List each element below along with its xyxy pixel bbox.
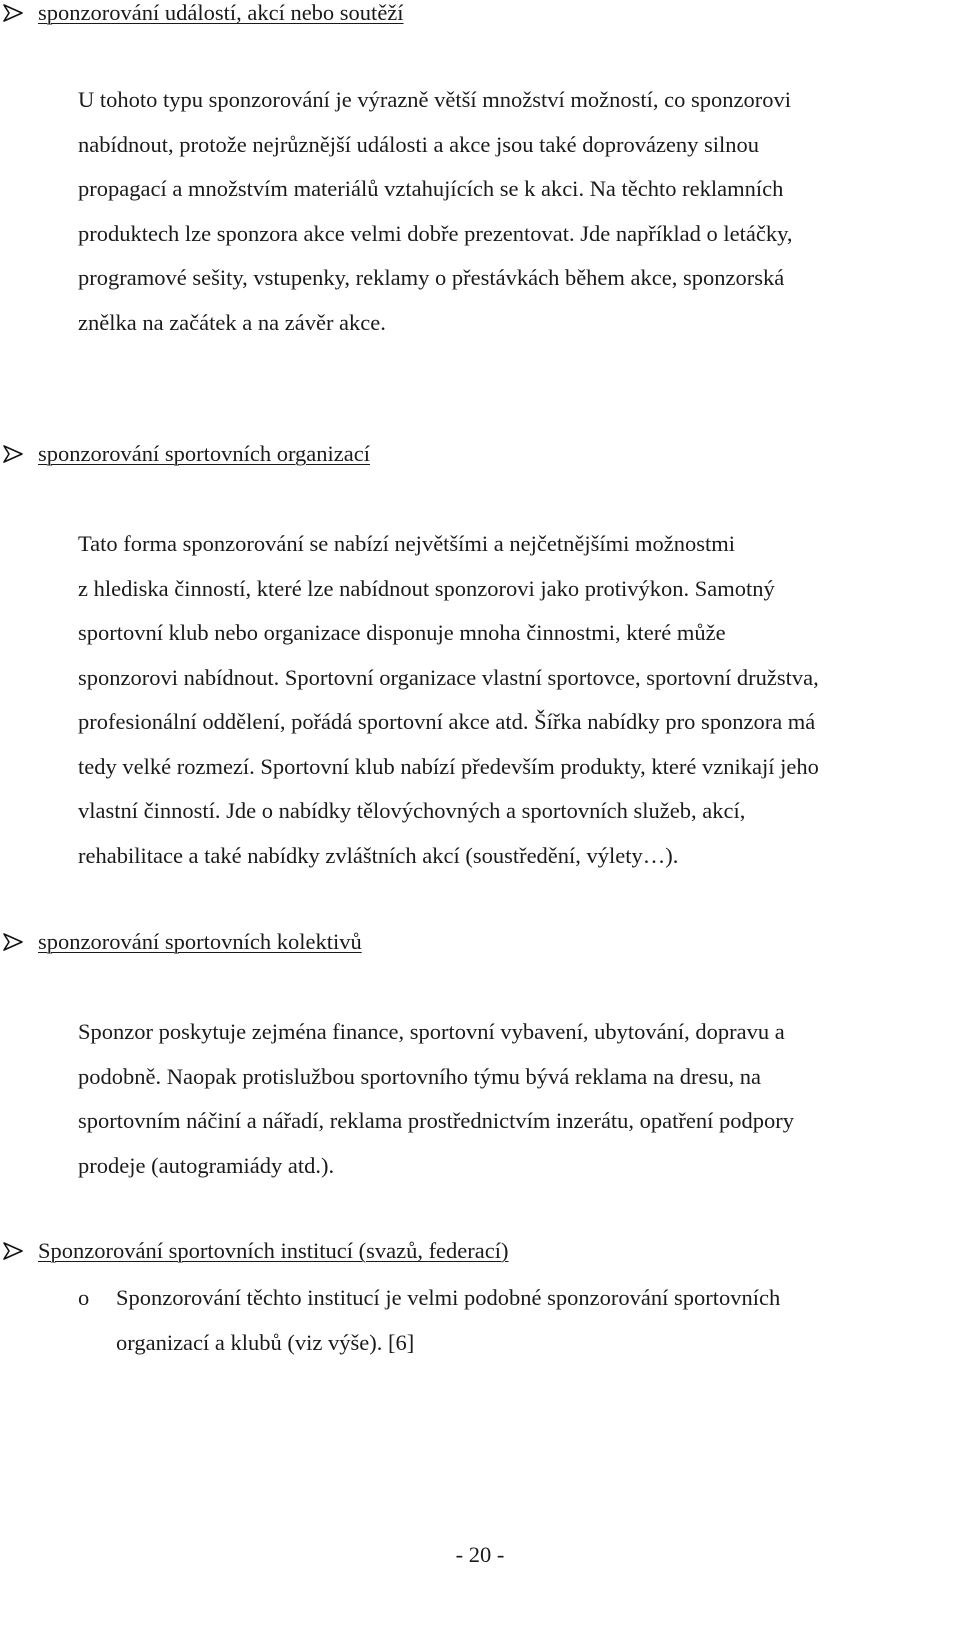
section-heading-sport-teams: sponzorování sportovních kolektivů xyxy=(38,929,362,954)
sub-paragraph-institutions: Sponzorování těchto institucí je velmi podobné sponzorování sportovních organizací a klubů (viz výše). [6] xyxy=(116,1285,781,1355)
paragraph-sport-teams: Sponzor poskytuje zejména finance, sportovní vybavení, ubytování, dopravu a podobně. Naopak protislužbou sportovního týmu bývá reklama na dresu, na sportovním náčiní a nářadí, reklama prostřednictvím inzerátu, opatření podpory prodeje (autogramiády atd.). xyxy=(78,1019,795,1178)
sub-bullet-marker: o xyxy=(78,1285,90,1310)
paragraph-sport-organizations: Tato forma sponzorování se nabízí největšími a nejčetnějšími možnostmi z hlediska činností, které lze nabídnout sponzorovi jako protivýkon. Samotný sportovní klub nebo organizace disponuje mnoha činnostmi, které může sponzorovi nabídnout. Sportovní organizace vlastní sportovce, sportovní družstva, profesionální oddělení, pořádá sportovní akce atd. Šířka nabídky pro sponzora má tedy velké rozmezí. Sportovní klub nabízí především produkty, které vznikají jeho vlastní činností. Jde o nabídky tělovýchovných a sportovních služeb, akcí, rehabilitace a také nabídky zvláštních akcí (soustředění, výlety…). xyxy=(78,531,819,868)
paragraph-events: U tohoto typu sponzorování je výrazně větší množství možností, co sponzorovi nabídnout, protože nejrůznější události a akce jsou také doprovázeny silnou propagací a množstvím materiálů vztahujících se k akci. Na těchto reklamních produktech lze sponzora akce velmi dobře prezentovat. Jde například o letáčky, programové sešity, vstupenky, reklamy o přestávkách během akce, sponzorská znělka na začátek a na závěr akce. xyxy=(78,87,793,335)
arrowhead-bullet-icon xyxy=(0,1240,26,1262)
section-heading-sport-institutions: Sponzorování sportovních institucí (svazů, federací) xyxy=(38,1238,509,1263)
page-number: - 20 - xyxy=(455,1542,505,1567)
section-heading-events: sponzorování událostí, akcí nebo soutěží xyxy=(38,0,404,25)
bullet-4 xyxy=(0,1234,26,1268)
arrowhead-bullet-icon xyxy=(0,443,26,465)
arrowhead-bullet-icon xyxy=(0,2,26,24)
bullet-1 xyxy=(0,0,26,30)
section-heading-sport-organizations: sponzorování sportovních organizací xyxy=(38,441,370,466)
bullet-2 xyxy=(0,437,26,471)
bullet-3 xyxy=(0,925,26,959)
arrowhead-bullet-icon xyxy=(0,931,26,953)
